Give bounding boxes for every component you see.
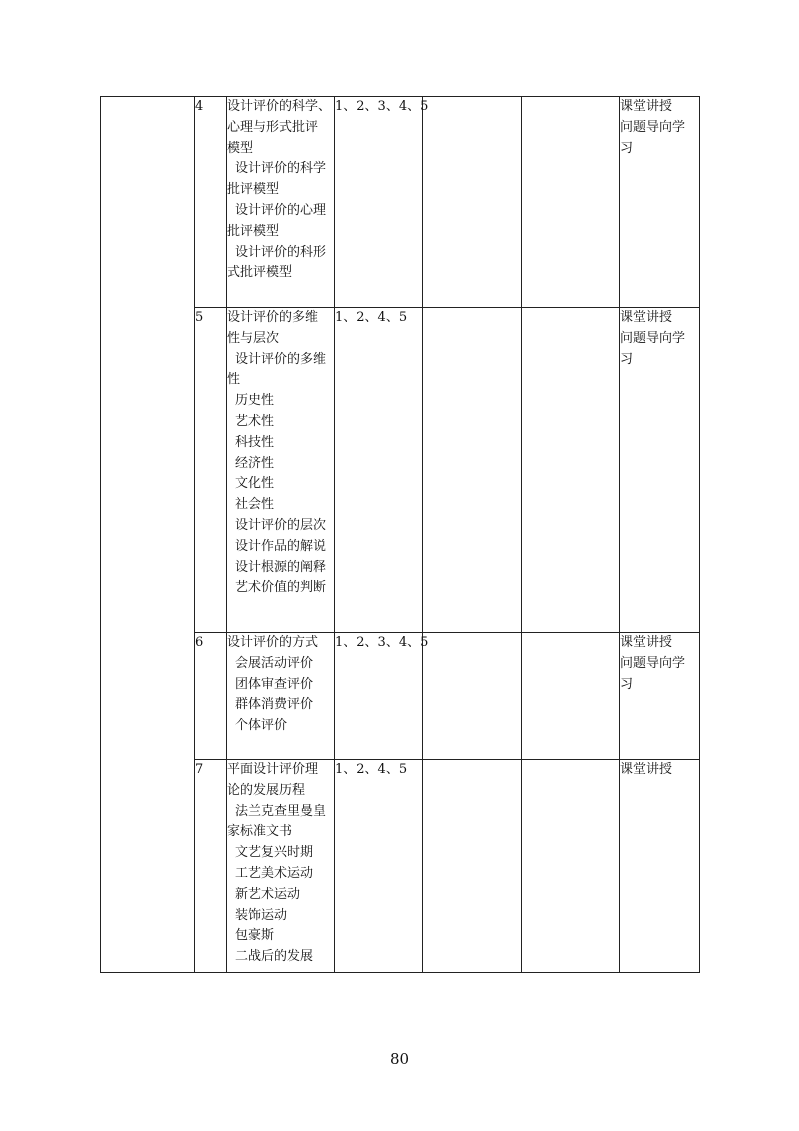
- topic-line: 社会性: [235, 497, 275, 513]
- chapter-number: 6: [195, 633, 227, 760]
- topic-line: 艺术价值的判断: [235, 580, 327, 596]
- topic-line: 会展活动评价: [235, 655, 314, 671]
- method-line: 课堂讲授: [620, 99, 673, 114]
- topic-line: 团体审查评价: [235, 676, 314, 692]
- merged-empty-cell: [101, 97, 195, 973]
- topic-line: 设计作品的解说: [235, 538, 327, 554]
- method-line: 问题导向学: [620, 330, 686, 346]
- topic-line: 批评模型: [227, 182, 280, 198]
- topic-line: 历史性: [235, 393, 275, 409]
- method-cell: [620, 97, 700, 308]
- empty-cell: [522, 308, 620, 633]
- method-line: 课堂讲授: [620, 762, 673, 777]
- topic-line: 设计评价的层次: [235, 517, 327, 533]
- topic-line: 模型: [227, 140, 254, 156]
- empty-cell: [423, 760, 522, 973]
- topic-line: 平面设计评价理: [227, 762, 319, 777]
- method-line: 问题导向学: [620, 655, 686, 671]
- topic-line: 设计评价的方式: [227, 635, 319, 650]
- method-cell: [620, 633, 700, 760]
- topic-line: 家标准文书: [227, 824, 293, 840]
- topic-line: 设计根源的阐释: [235, 559, 327, 575]
- topic-line: 设计评价的多维: [235, 351, 327, 367]
- chapter-topics: [227, 308, 335, 633]
- topic-line: 式批评模型: [227, 265, 293, 281]
- topic-line: 性与层次: [227, 330, 280, 346]
- topic-line: 文艺复兴时期: [235, 845, 314, 861]
- method-line: 习: [620, 140, 634, 156]
- topic-line: 文化性: [235, 476, 275, 492]
- topic-line: 设计评价的心理: [235, 202, 327, 218]
- empty-cell: [522, 760, 620, 973]
- topic-line: 批评模型: [227, 223, 280, 239]
- chapter-topics: [227, 633, 335, 760]
- chapter-number: 4: [195, 97, 227, 308]
- topic-line: 设计评价的科形: [235, 244, 327, 260]
- method-line: 习: [620, 351, 634, 367]
- table-row: [101, 97, 700, 308]
- chapter-number: 5: [195, 308, 227, 633]
- empty-cell: [423, 308, 522, 633]
- method-line: 课堂讲授: [620, 310, 673, 325]
- page-number: 80: [389, 1050, 410, 1068]
- objectives-cell: 1、2、4、5: [335, 308, 423, 633]
- topic-line: 法兰克查里曼皇: [235, 803, 327, 819]
- objectives-cell: 1、2、3、4、5: [335, 633, 423, 760]
- topic-line: 设计评价的多维: [227, 310, 319, 325]
- syllabus-table: [100, 96, 700, 973]
- topic-line: 设计评价的科学、: [227, 99, 332, 114]
- method-line: 课堂讲授: [620, 635, 673, 650]
- chapter-topics: [227, 97, 335, 308]
- empty-cell: [522, 97, 620, 308]
- topic-line: 艺术性: [235, 413, 275, 429]
- topic-line: 二战后的发展: [235, 949, 314, 965]
- topic-line: 包豪斯: [235, 928, 275, 944]
- method-cell: [620, 760, 700, 973]
- topic-line: 个体评价: [235, 718, 288, 734]
- chapter-number: 7: [195, 760, 227, 973]
- topic-line: 新艺术运动: [235, 886, 301, 902]
- empty-cell: [423, 633, 522, 760]
- topic-line: 群体消费评价: [235, 697, 314, 713]
- topic-line: 设计评价的科学: [235, 161, 327, 177]
- topic-line: 科技性: [235, 434, 275, 450]
- topic-line: 经济性: [235, 455, 275, 471]
- method-line: 习: [620, 676, 634, 692]
- method-cell: [620, 308, 700, 633]
- method-line: 问题导向学: [620, 119, 686, 135]
- objectives-cell: 1、2、3、4、5: [335, 97, 423, 308]
- topic-line: 心理与形式批评: [227, 119, 319, 135]
- topic-line: 装饰运动: [235, 907, 288, 923]
- empty-cell: [522, 633, 620, 760]
- objectives-cell: 1、2、4、5: [335, 760, 423, 973]
- topic-line: 工艺美术运动: [235, 865, 314, 881]
- topic-line: 论的发展历程: [227, 782, 306, 798]
- topic-line: 性: [227, 372, 241, 388]
- empty-cell: [423, 97, 522, 308]
- chapter-topics: [227, 760, 335, 973]
